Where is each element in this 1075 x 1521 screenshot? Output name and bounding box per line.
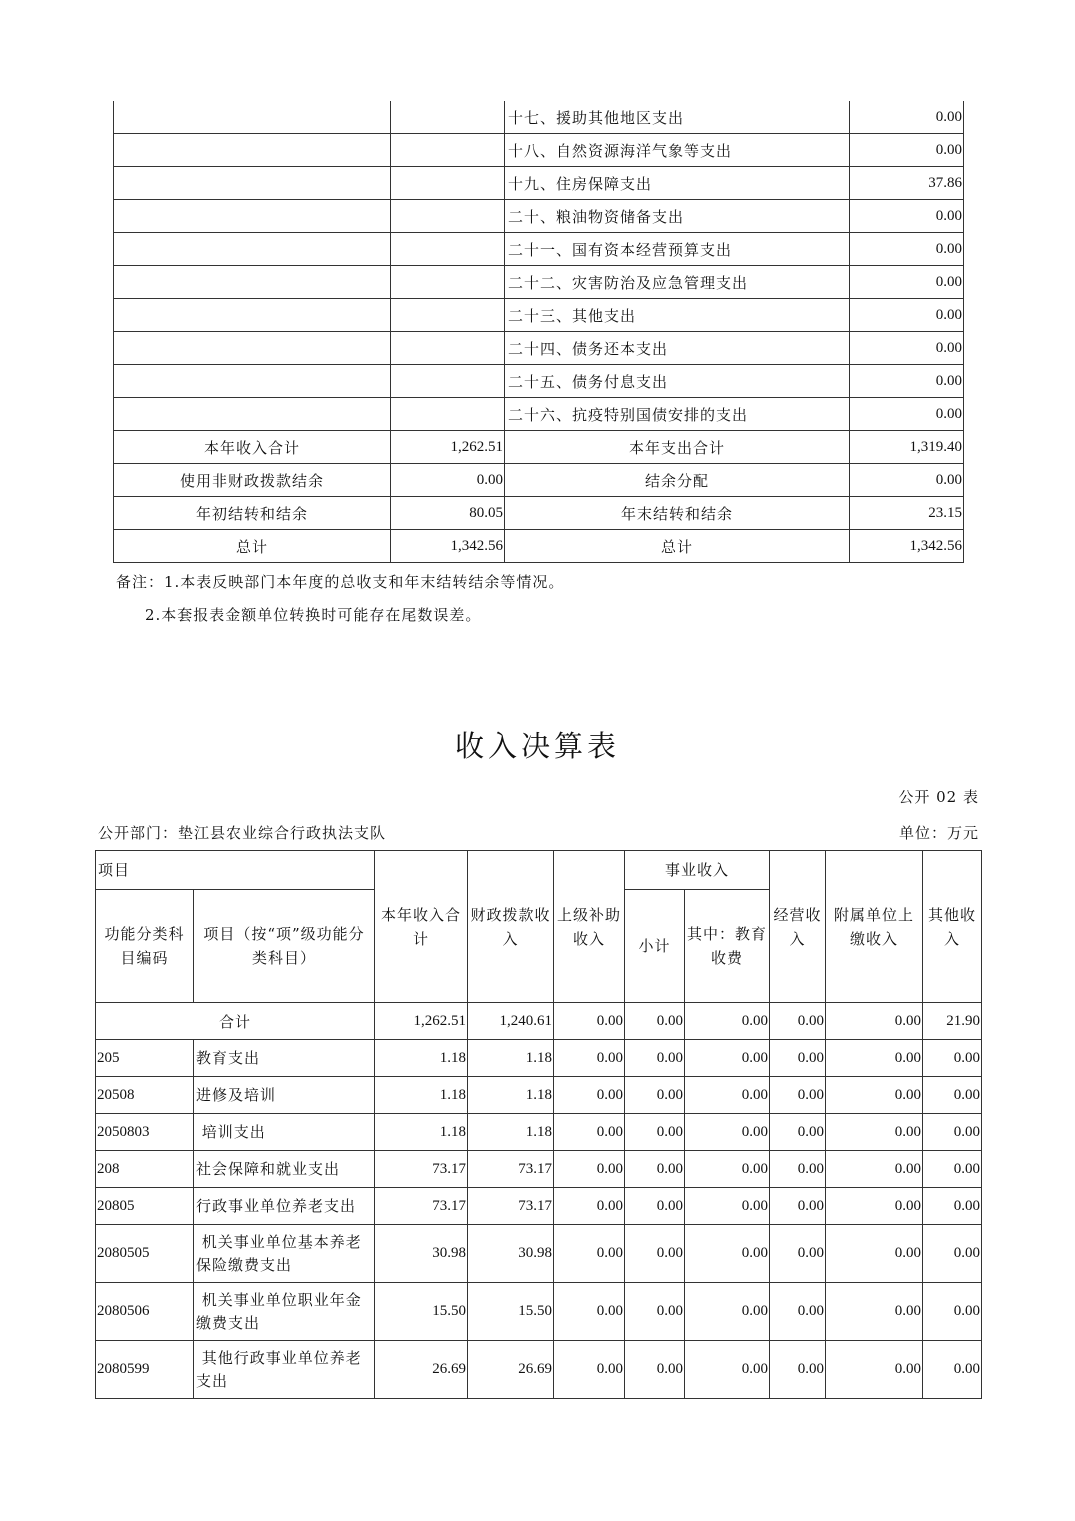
total-row <box>114 431 964 464</box>
amount-value: 26.69 <box>468 1341 554 1399</box>
note-2: 2.本套报表金额单位转换时可能存在尾数误差。 <box>145 606 482 624</box>
empty-cell <box>391 134 505 167</box>
amount-value: 0.00 <box>625 1188 685 1225</box>
expenditure-value: 0.00 <box>850 134 964 167</box>
function-code: 20805 <box>96 1188 194 1225</box>
expenditure-value: 0.00 <box>850 332 964 365</box>
empty-cell <box>114 101 391 134</box>
amount-value: 0.00 <box>625 1341 685 1399</box>
item-name: 教育支出 <box>194 1040 375 1077</box>
amount-value: 0.00 <box>826 1077 923 1114</box>
income-total-value: 80.05 <box>391 497 505 530</box>
header-total-income: 本年收入合计 <box>375 851 468 1003</box>
amount-value: 0.00 <box>685 1151 770 1188</box>
amount-value: 0.00 <box>554 1188 625 1225</box>
table-row <box>96 1151 982 1188</box>
amount-value: 0.00 <box>826 1188 923 1225</box>
amount-value: 0.00 <box>923 1188 982 1225</box>
empty-cell <box>391 101 505 134</box>
expenditure-value: 0.00 <box>850 398 964 431</box>
amount-value: 0.00 <box>625 1151 685 1188</box>
empty-cell <box>391 233 505 266</box>
expenditure-total-label: 总计 <box>505 530 850 563</box>
expenditure-label: 十七、援助其他地区支出 <box>505 101 850 134</box>
form-number: 公开 02 表 <box>898 788 979 806</box>
empty-cell <box>391 332 505 365</box>
table-row <box>114 299 964 332</box>
amount-value: 0.00 <box>554 1114 625 1151</box>
total-row <box>96 1003 982 1040</box>
header-item-name: 项目（按“项”级功能分类科目） <box>194 890 375 1003</box>
table-row <box>96 1077 982 1114</box>
amount-value: 73.17 <box>468 1151 554 1188</box>
item-name: 社会保障和就业支出 <box>194 1151 375 1188</box>
expenditure-total-value: 23.15 <box>850 497 964 530</box>
amount-value: 1.18 <box>375 1077 468 1114</box>
amount-value: 30.98 <box>375 1225 468 1283</box>
amount-value: 0.00 <box>770 1341 826 1399</box>
header-other-income: 其他收入 <box>923 851 982 1003</box>
header-business-subtotal: 小计 <box>625 890 685 1003</box>
amount-value: 0.00 <box>685 1114 770 1151</box>
empty-cell <box>391 398 505 431</box>
income-total-value: 0.00 <box>391 464 505 497</box>
table-row <box>114 332 964 365</box>
amount-value: 0.00 <box>625 1077 685 1114</box>
empty-cell <box>391 299 505 332</box>
header-project: 项目 <box>96 851 375 890</box>
total-value: 0.00 <box>770 1003 826 1040</box>
amount-value: 0.00 <box>554 1151 625 1188</box>
unit-label: 单位：万元 <box>898 824 979 842</box>
amount-value: 0.00 <box>770 1225 826 1283</box>
amount-value: 0.00 <box>826 1283 923 1341</box>
amount-value: 0.00 <box>685 1225 770 1283</box>
table-row <box>114 167 964 200</box>
table-row <box>96 1040 982 1077</box>
department-label: 公开部门：垫江县农业综合行政执法支队 <box>98 824 387 842</box>
expenditure-total-value: 1,319.40 <box>850 431 964 464</box>
item-name: 行政事业单位养老支出 <box>194 1188 375 1225</box>
amount-value: 0.00 <box>770 1283 826 1341</box>
amount-value: 0.00 <box>826 1225 923 1283</box>
function-code: 208 <box>96 1151 194 1188</box>
amount-value: 0.00 <box>923 1077 982 1114</box>
total-value: 0.00 <box>554 1003 625 1040</box>
table-row <box>114 365 964 398</box>
amount-value: 0.00 <box>625 1283 685 1341</box>
table-row <box>114 134 964 167</box>
income-total-label: 总计 <box>114 530 391 563</box>
income-total-value: 1,262.51 <box>391 431 505 464</box>
amount-value: 0.00 <box>554 1040 625 1077</box>
amount-value: 0.00 <box>625 1040 685 1077</box>
header-fiscal-allocation: 财政拨款收入 <box>468 851 554 1003</box>
expenditure-label: 二十四、债务还本支出 <box>505 332 850 365</box>
table-row <box>96 1341 982 1399</box>
empty-cell <box>114 365 391 398</box>
total-row <box>114 530 964 563</box>
table-row <box>114 266 964 299</box>
amount-value: 73.17 <box>375 1151 468 1188</box>
total-value: 21.90 <box>923 1003 982 1040</box>
expenditure-value: 0.00 <box>850 200 964 233</box>
empty-cell <box>114 233 391 266</box>
amount-value: 73.17 <box>375 1188 468 1225</box>
expenditure-value: 0.00 <box>850 233 964 266</box>
amount-value: 0.00 <box>923 1283 982 1341</box>
empty-cell <box>391 167 505 200</box>
amount-value: 0.00 <box>625 1114 685 1151</box>
table-row <box>96 1114 982 1151</box>
amount-value: 30.98 <box>468 1225 554 1283</box>
total-label: 合计 <box>96 1003 375 1040</box>
total-row <box>114 497 964 530</box>
empty-cell <box>391 200 505 233</box>
amount-value: 1.18 <box>468 1040 554 1077</box>
amount-value: 0.00 <box>685 1341 770 1399</box>
amount-value: 0.00 <box>554 1225 625 1283</box>
amount-value: 0.00 <box>554 1077 625 1114</box>
expenditure-label: 十九、住房保障支出 <box>505 167 850 200</box>
amount-value: 0.00 <box>923 1114 982 1151</box>
amount-value: 1.18 <box>375 1114 468 1151</box>
table-row <box>96 1283 982 1341</box>
item-name: 机关事业单位基本养老保险缴费支出 <box>194 1225 375 1283</box>
expenditure-label: 二十、粮油物资储备支出 <box>505 200 850 233</box>
table-row <box>114 200 964 233</box>
item-name: 培训支出 <box>194 1114 375 1151</box>
expenditure-label: 二十五、债务付息支出 <box>505 365 850 398</box>
header-function-code: 功能分类科目编码 <box>96 890 194 1003</box>
amount-value: 73.17 <box>468 1188 554 1225</box>
amount-value: 1.18 <box>468 1114 554 1151</box>
header-affiliated-income: 附属单位上缴收入 <box>826 851 923 1003</box>
total-value: 0.00 <box>826 1003 923 1040</box>
function-code: 2080599 <box>96 1341 194 1399</box>
amount-value: 0.00 <box>770 1077 826 1114</box>
amount-value: 15.50 <box>375 1283 468 1341</box>
amount-value: 0.00 <box>826 1040 923 1077</box>
amount-value: 0.00 <box>685 1283 770 1341</box>
amount-value: 0.00 <box>826 1114 923 1151</box>
expenditure-label: 二十一、国有资本经营预算支出 <box>505 233 850 266</box>
amount-value: 0.00 <box>826 1151 923 1188</box>
item-name: 机关事业单位职业年金缴费支出 <box>194 1283 375 1341</box>
amount-value: 0.00 <box>685 1188 770 1225</box>
header-superior-subsidy: 上级补助收入 <box>554 851 625 1003</box>
expenditure-value: 0.00 <box>850 365 964 398</box>
income-total-label: 年初结转和结余 <box>114 497 391 530</box>
amount-value: 0.00 <box>770 1188 826 1225</box>
expenditure-label: 二十三、其他支出 <box>505 299 850 332</box>
amount-value: 0.00 <box>685 1040 770 1077</box>
income-total-label: 使用非财政拨款结余 <box>114 464 391 497</box>
amount-value: 0.00 <box>826 1341 923 1399</box>
function-code: 2080505 <box>96 1225 194 1283</box>
income-final-accounts-table <box>95 850 982 1399</box>
expenditure-label: 二十二、灾害防治及应急管理支出 <box>505 266 850 299</box>
item-name: 其他行政事业单位养老支出 <box>194 1341 375 1399</box>
expenditure-value: 0.00 <box>850 299 964 332</box>
amount-value: 0.00 <box>554 1283 625 1341</box>
expenditure-total-label: 结余分配 <box>505 464 850 497</box>
expenditure-label: 二十六、抗疫特别国债安排的支出 <box>505 398 850 431</box>
empty-cell <box>114 200 391 233</box>
expenditure-value: 0.00 <box>850 101 964 134</box>
function-code: 20508 <box>96 1077 194 1114</box>
empty-cell <box>114 299 391 332</box>
expenditure-label: 十八、自然资源海洋气象等支出 <box>505 134 850 167</box>
expenditure-total-value: 1,342.56 <box>850 530 964 563</box>
amount-value: 0.00 <box>770 1040 826 1077</box>
empty-cell <box>114 134 391 167</box>
expenditure-value: 37.86 <box>850 167 964 200</box>
table-row <box>114 233 964 266</box>
total-value: 0.00 <box>625 1003 685 1040</box>
function-code: 205 <box>96 1040 194 1077</box>
empty-cell <box>114 167 391 200</box>
amount-value: 0.00 <box>770 1151 826 1188</box>
table-row <box>114 398 964 431</box>
empty-cell <box>391 365 505 398</box>
amount-value: 0.00 <box>923 1341 982 1399</box>
expenditure-total-value: 0.00 <box>850 464 964 497</box>
amount-value: 1.18 <box>375 1040 468 1077</box>
amount-value: 0.00 <box>625 1225 685 1283</box>
item-name: 进修及培训 <box>194 1077 375 1114</box>
amount-value: 0.00 <box>554 1341 625 1399</box>
amount-value: 15.50 <box>468 1283 554 1341</box>
amount-value: 0.00 <box>923 1151 982 1188</box>
total-value: 1,240.61 <box>468 1003 554 1040</box>
amount-value: 26.69 <box>375 1341 468 1399</box>
function-code: 2080506 <box>96 1283 194 1341</box>
expenditure-total-label: 本年支出合计 <box>505 431 850 464</box>
amount-value: 0.00 <box>685 1077 770 1114</box>
expenditure-value: 0.00 <box>850 266 964 299</box>
amount-value: 0.00 <box>923 1225 982 1283</box>
amount-value: 1.18 <box>468 1077 554 1114</box>
table-row <box>114 101 964 134</box>
amount-value: 0.00 <box>770 1114 826 1151</box>
expenditure-total-label: 年末结转和结余 <box>505 497 850 530</box>
header-operating-income: 经营收入 <box>770 851 826 1003</box>
header-education-fees: 其中：教育收费 <box>685 890 770 1003</box>
income-total-value: 1,342.56 <box>391 530 505 563</box>
total-value: 1,262.51 <box>375 1003 468 1040</box>
page-title: 收入决算表 <box>454 729 620 763</box>
amount-value: 0.00 <box>923 1040 982 1077</box>
empty-cell <box>114 266 391 299</box>
income-total-label: 本年收入合计 <box>114 431 391 464</box>
header-business-income: 事业收入 <box>625 851 770 890</box>
empty-cell <box>114 398 391 431</box>
empty-cell <box>391 266 505 299</box>
function-code: 2050803 <box>96 1114 194 1151</box>
note-1: 备注：1.本表反映部门本年度的总收支和年末结转结余等情况。 <box>116 573 565 591</box>
table-row <box>96 1188 982 1225</box>
empty-cell <box>114 332 391 365</box>
total-row <box>114 464 964 497</box>
income-expenditure-summary-table <box>113 101 964 563</box>
table-row <box>96 1225 982 1283</box>
total-value: 0.00 <box>685 1003 770 1040</box>
